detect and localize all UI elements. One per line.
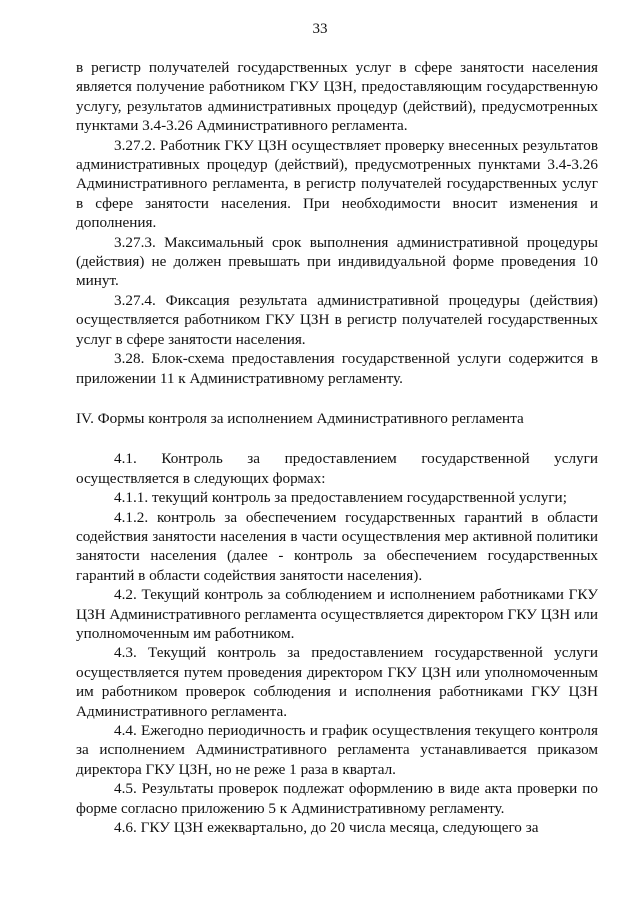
paragraph-4-4: 4.4. Ежегодно периодичность и график осуществления текущего контроля за исполнением Административного регламента устанавливается приказом директора ГКУ ЦЗН, но не реже 1 раза в квартал.	[76, 722, 598, 778]
section-heading: IV. Формы контроля за исполнением Административного регламента	[76, 409, 524, 427]
paragraph-4-3: 4.3. Текущий контроль за предоставлением государственной услуги осуществляется путем проведения директором ГКУ ЦЗН или уполномоченным им работником проверок соблюдения и исполнения работниками ГКУ ЦЗН Административного регламента.	[76, 644, 598, 720]
paragraph-3-28: 3.28. Блок-схема предоставления государственной услуги содержится в приложении 11 к Административному регламенту.	[76, 350, 598, 387]
paragraph-continuation: в регистр получателей государственных услуг в сфере занятости населения является получение работником ГКУ ЦЗН, предоставляющим государственную услугу, результатов административных процедур (действий), предусмотренных пунктами 3.4-3.26 Административного регламента.	[76, 59, 598, 135]
paragraph-3-27-3: 3.27.3. Максимальный срок выполнения административной процедуры (действия) не должен превышать при индивидуальной форме проведения 10 минут.	[76, 233, 598, 290]
paragraph-4-2: 4.2. Текущий контроль за соблюдением и исполнением работниками ГКУ ЦЗН Административного регламента осуществляется директором ГКУ ЦЗН или уполномоченным им работником.	[76, 586, 598, 642]
paragraph-3-27-4: 3.27.4. Фиксация результата административной процедуры (действия) осуществляется работником ГКУ ЦЗН в регистр получателей государственных услуг в сфере занятости населения.	[76, 291, 598, 348]
paragraph-4-1-2: 4.1.2. контроль за обеспечением государственных гарантий в области содействия занятости населения в части осуществления мер активной политики занятости населения (далее - контроль за обеспечением государственных гарантий в области содействия занятости населения).	[76, 508, 598, 584]
page-number: 33	[312, 21, 328, 37]
paragraph-4-5: 4.5. Результаты проверок подлежат оформлению в виде акта проверки по форме согласно приложению 5 к Административному регламенту.	[76, 780, 598, 817]
paragraph-3-27-2: 3.27.2. Работник ГКУ ЦЗН осуществляет проверку внесенных результатов административных процедур (действий), предусмотренных пунктами 3.4-3.26 Административного регламента, в регистр получателей государственных услуг в сфере занятости населения. При необходимости вносит изменения и дополнения.	[76, 136, 598, 232]
paragraph-4-1: 4.1. Контроль за предоставлением государственной услуги осуществляется в следующих формах:	[76, 450, 598, 487]
paragraph-4-6: 4.6. ГКУ ЦЗН ежеквартально, до 20 числа месяца, следующего за	[114, 819, 539, 837]
document-body	[76, 58, 598, 837]
paragraph-4-1-1: 4.1.1. текущий контроль за предоставлением государственной услуги;	[114, 489, 567, 507]
